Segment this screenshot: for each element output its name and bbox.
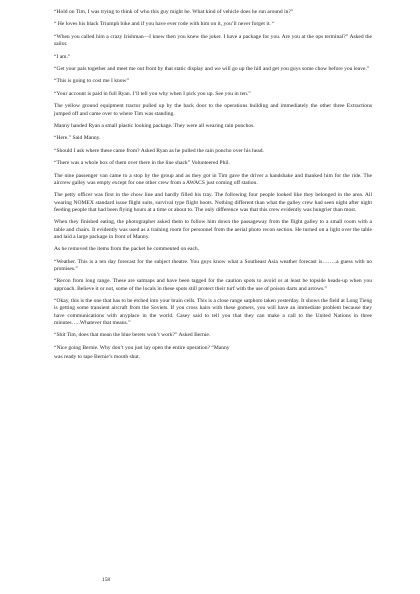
paragraph-2: “ He loves his black Triumph bike and if you have ever rode with him on it, you’ll never forget it. “ (54, 21, 275, 28)
paragraph-1: “Hold on Tim, I was trying to think of who this guy might be. What kind of vehicle does he run around in?” (54, 9, 294, 15)
paragraph-11: “Should I ask where these came from? Asked Ryan as he pulled the rain poncho over his head. (54, 147, 264, 154)
paragraph-17: “Weather. This is a ten day forecast for the subject theatre. You guys know what a Southeast Asia weather forecast is……..a guess with no promises.” (54, 258, 372, 272)
paragraph-10: “Here.” Said Manny. (54, 135, 101, 142)
paragraph-14: The petty officer was first in the chow line and hardly filled his tray. The following four people looked like they belonged in the area. All wearing NOMEX standard issue flight suits, survival type flight boots. Nothing different than what the galley crew had seen night after night feeding people that had been flying hours at a time or about to. The only difference was that this crew evidently was hungrier than most. (54, 192, 372, 213)
paragraph-18: “Recon from long range. These are satmaps and have been tagged for the caution spots to avoid or at least be topside heads-up when you approach. Believe it or not, some of the locals in these spots still protect their turf with the use of poison darts and arrows.” (54, 278, 372, 292)
paragraph-7: “Your account is paid in full Ryan. I’ll tell you why when I pick you up. See you in ten.” (54, 90, 251, 97)
paragraph-22: was ready to tape Bernie’s mouth shut. (54, 354, 141, 361)
paragraph-20: “Shit Tim, does that mean the blue berets won’t work?” Asked Bernie. (54, 332, 211, 339)
paragraph-3: “When you called him a crazy Irishman—I knew then you knew the joker. I have a package for you. Are you at the ops terminal?” Asked the sailor. (54, 33, 372, 48)
paragraph-5: “Get your pals together and meet me out front by that static display and we will go up the hill and get you guys some chow before you leave.” (54, 66, 370, 72)
paragraph-9: Manny handed Ryan a small plastic looking package. They were all wearing rain ponchos. (54, 123, 255, 129)
paragraph-15: When they finished eating, the photographer asked them to follow him down the passageway from the flight galley to a small room with a table and chairs. It evidently was used as a training room for personnel from the aerial photo recon section. He turned on a light over the table and laid a large package in front of Manny. (54, 219, 372, 240)
paragraph-21: “Nice going Bernie. Why don’t you just lay open the entire operation? “Manny (54, 344, 230, 351)
paragraph-13: The nine passenger van came to a stop by the group and as they got in Tim gave the driver a handshake and thanked him for the ride. The aircrew galley was empty except for one other crew from a AWACS just coming off station. (54, 172, 372, 186)
paragraph-19: “Okay, this is the one that has to be etched into your brain cells. This is a close range satphoto taken yesterday. It shows the field at Long Tieng is getting some transient aircraft from the Soviets. If you cross hairs with these gomers, you will have an immediate problem because they have communications with anyplace in the world. Casey said to tell you that they can make a call to the United Nations in three minutes…..Whatever that means.” (54, 298, 372, 326)
paragraph-16: As he removed the items from the packet he commented on each. (54, 246, 200, 253)
paragraph-8: The yellow ground equipment tractor pulled up by the back door to the operations building and immediately the other three Extractions jumped off and came over to where Tim was standing. (54, 103, 372, 117)
page-number: 158 (102, 577, 111, 583)
paragraph-4: “I am.” (54, 53, 71, 60)
paragraph-6: “This is going to cost me I know” (54, 78, 130, 85)
paragraph-12: “There was a whole box of them over there in the line shack” Volunteered Phil. (54, 160, 230, 167)
